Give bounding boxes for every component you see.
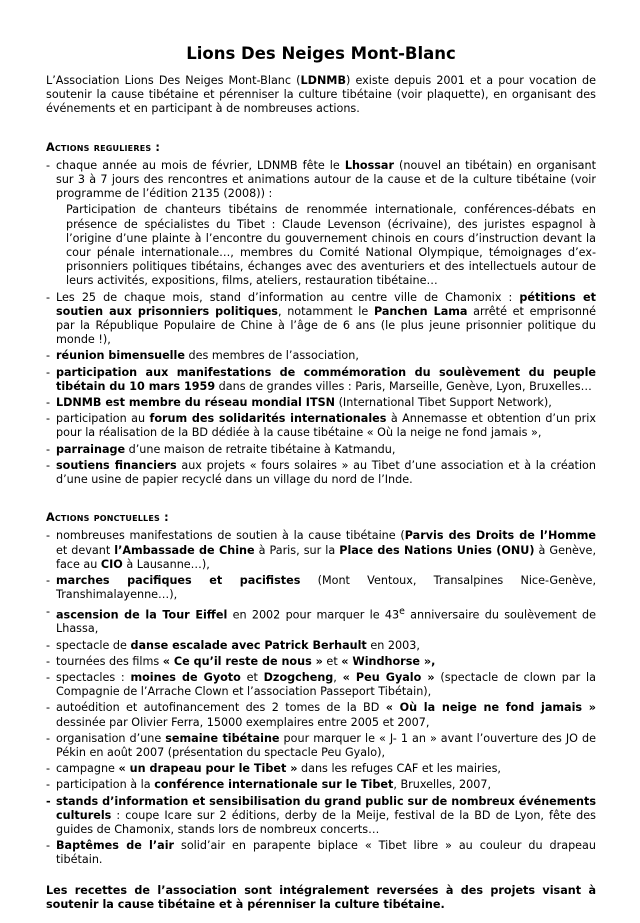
list-item: - ascension de la Tour Eiffel en 2002 pour marquer le 43e anniversaire du soulèvement de Lhassa, (46, 604, 596, 636)
section-heading-occasional: Actions ponctuelles : (46, 511, 169, 525)
document-title: Lions Des Neiges Mont-Blanc (186, 44, 456, 63)
sub-paragraph: Participation de chanteurs tibétains de renommée internationale, conférences-débats en présence de spécialistes du Tibet : Claude Levenson (écrivaine), des juristes espagnol à l’origine d’une plainte à l’encontre du gouvernement chinois en cours d’instruction devant la cour pénale internationale…, membres du Comité National Olympique, témoignages d’ex-prisonniers politiques tibétains, échanges avec des aventuriers et des intellectuels autour de leurs activités, expositions, films, ateliers, restauration tibétaine… (66, 203, 596, 288)
document-page (46, 44, 596, 923)
list-item: - marches pacifiques et pacifistes (Mont Ventoux, Transalpines Nice-Genève, Transhimalayenne…), (46, 574, 597, 602)
list-item: - spectacle de danse escalade avec Patrick Berhault en 2003, (46, 638, 420, 652)
list-item: - parrainage d’une maison de retraite tibétaine à Katmandu, (46, 442, 396, 456)
list-item: - Les 25 de chaque mois, stand d’information au centre ville de Chamonix : pétitions et soutien aux prisonniers politiques, notamment le Panchen Lama arrêté et emprisonné par la République Populaire de Chine à l’âge de 6 ans (le plus jeune prisonnier politique du monde !), (46, 290, 596, 347)
intro-paragraph: L’Association Lions Des Neiges Mont-Blanc (LDNMB) existe depuis 2001 et a pour vocation de soutenir la cause tibétaine et pérenniser la culture tibétaine (voir plaquette), en organisant des événements et en participant à de nombreuses actions. (46, 74, 597, 116)
list-item: - soutiens financiers aux projets « fours solaires » au Tibet d’une association et à la création d’une usine de papier recyclé dans un village du nord de l’Inde. (46, 458, 596, 487)
list-item: - participation au forum des solidarités internationales à Annemasse et obtention d’un prix pour la réalisation de la BD dédiée à la cause tibétaine « Où la neige ne fond jamais », (46, 412, 596, 440)
list-item: - stands d’information et sensibilisation du grand public sur de nombreux événements culturels : coupe Icare sur 2 éditions, derby de la Meije, festival de la BD de Lyon, fête des guides de Chamonix, stands lors de nombreux concerts… (46, 794, 596, 837)
closing-statement: Les recettes de l’association sont intégralement reversées à des projets visant à soutenir la cause tibétaine et à pérenniser la culture tibétaine. (46, 883, 596, 911)
list-item: - participation à la conférence internationale sur le Tibet, Bruxelles, 2007, (46, 778, 492, 792)
section-heading-regular: Actions regulieres : (46, 140, 161, 154)
list-item: - LDNMB est membre du réseau mondial ITSN (International Tibet Support Network), (46, 396, 552, 410)
list-item: - participation aux manifestations de commémoration du soulèvement du peuple tibétain du 10 mars 1959 dans de grandes villes : Paris, Marseille, Genève, Lyon, Bruxelles… (46, 365, 596, 393)
list-item: - organisation d’une semaine tibétaine pour marquer le « J- 1 an » avant l’ouverture des JO de Pékin en août 2007 (présentation du spectacle Peu Gyalo), (46, 731, 596, 760)
list-item: - chaque année au mois de février, LDNMB fête le Lhossar (nouvel an tibétain) en organisant sur 3 à 7 jours des rencontres et animations autour de la cause et de la culture tibétaine (voir programme de l’édition 2135 (2008)) : Participation de chanteurs tibétains de renommée internationale, conférences-débats en présence de spécialistes du Tibet : Claude Levenson (écrivaine), des juristes espagnol à l’origine d’une plainte à l’encontre du gouvernement chinois en cours d’instruction devant la cour pénale internationale…, membres du Comité National Olympique, témoignages d’ex-prisonniers politiques tibétains, échanges avec des aventuriers et des intellectuels autour de leurs activités, expositions, films, ateliers, restauration tibétaine… (46, 158, 597, 288)
list-item: - Baptêmes de l’air solid’air en parapente biplace « Tibet libre » au couleur du drapeau tibétain. (46, 839, 597, 867)
list-item: - campagne « un drapeau pour le Tibet » dans les refuges CAF et les mairies, (46, 762, 501, 776)
list-item: - réunion bimensuelle des membres de l’association, (46, 349, 359, 363)
list-item: - tournées des films « Ce qu’il reste de nous » et « Windhorse », (46, 654, 436, 668)
list-item: - spectacles : moines de Gyoto et Dzogcheng, « Peu Gyalo » (spectacle de clown par la Compagnie de l’Arrache Clown et l’association Passeport Tibétain), (46, 671, 596, 699)
list-item: - nombreuses manifestations de soutien à la cause tibétaine (Parvis des Droits de l’Homme et devant l’Ambassade de Chine à Paris, sur la Place des Nations Unies (ONU) à Genève, face au CIO à Lausanne…), (46, 529, 596, 571)
list-item: - autoédition et autofinancement des 2 tomes de la BD « Où la neige ne fond jamais » dessinée par Olivier Ferra, 15000 exemplaires entre 2005 et 2007, (46, 701, 596, 729)
